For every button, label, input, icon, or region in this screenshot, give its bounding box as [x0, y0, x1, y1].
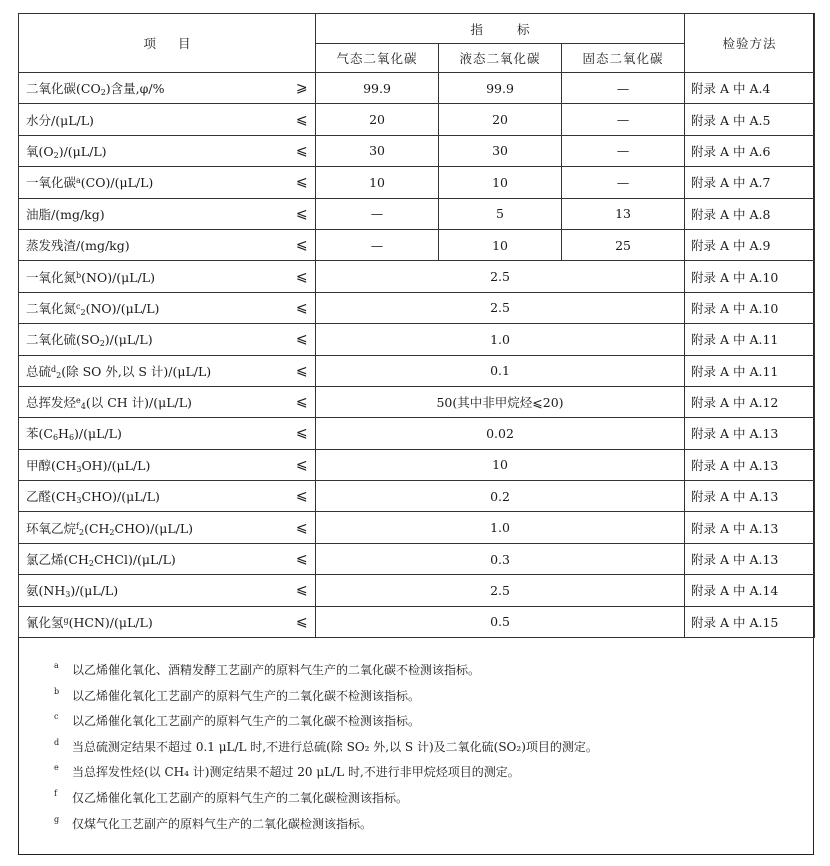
comparison-operator: ⩽: [289, 481, 316, 512]
comparison-operator: ⩽: [289, 167, 316, 198]
footnote-text: 以乙烯催化氧化、酒精发酵工艺副产的原料气生产的二氧化碳不检测该指标。: [72, 663, 481, 677]
item-name-post2: CH: [114, 520, 135, 536]
item-name-post: (CO)/(μL/L): [80, 175, 154, 191]
indicator-value: 10: [316, 449, 685, 480]
table-row: [19, 575, 815, 606]
footnote-text: 以乙烯催化氧化工艺副产的原料气生产的二氧化碳不检测该指标。: [72, 714, 421, 729]
item-name-post: )/(μL/L): [70, 583, 119, 599]
indicator-value: 99.9: [439, 73, 562, 104]
footnote: [54, 788, 804, 814]
footnote-mark: f: [54, 788, 57, 798]
comparison-operator: ⩽: [289, 543, 316, 574]
item-name-sub: 2: [100, 88, 106, 98]
indicator-value: 50(其中非甲烷烃⩽20): [316, 386, 685, 417]
indicator-value: 13: [562, 198, 685, 229]
table-row: [19, 324, 815, 355]
test-method: 附录 A 中 A.11: [685, 355, 815, 386]
comparison-operator: ⩽: [289, 135, 316, 166]
test-method: 附录 A 中 A.7: [685, 167, 815, 198]
footnote: [54, 711, 804, 737]
indicator-value: 10: [439, 229, 562, 260]
item-name-sub: 3: [76, 496, 82, 506]
table-row: [19, 104, 815, 135]
item-name-sub2: 2: [109, 527, 115, 537]
comparison-operator: ⩽: [289, 512, 316, 543]
footnote-text: 以乙烯催化氧化工艺副产的原料气生产的二氧化碳不检测该指标。: [72, 688, 421, 703]
item-name: [19, 73, 289, 104]
indicator-value: 0.3: [316, 543, 685, 574]
test-method: 附录 A 中 A.5: [685, 104, 815, 135]
item-name-post: (CH: [84, 520, 110, 536]
indicator-value: 20: [316, 104, 439, 135]
item-name-sub: 2: [99, 339, 105, 349]
item-name-post: CHO)/(μL/L): [81, 489, 160, 505]
item-name: [19, 575, 289, 606]
header-solid: 固态二氧化碳: [562, 44, 685, 73]
footnote: [54, 814, 804, 840]
item-name: [19, 229, 289, 260]
item-name-pre: 总挥发烃: [26, 395, 77, 411]
item-name-post3: O)/(μL/L): [134, 520, 194, 536]
footnote-mark: a: [54, 661, 59, 670]
item-name-post: CHCl)/(μL/L): [93, 552, 176, 568]
footnote: [54, 762, 804, 788]
table-row: [19, 543, 815, 574]
comparison-operator: ⩽: [289, 418, 316, 449]
table-row: [19, 606, 815, 637]
item-name: [19, 104, 289, 135]
footnote-text: 仅乙烯催化氧化工艺副产的原料气生产的二氧化碳检测该指标。: [72, 790, 409, 805]
table-row: [19, 229, 815, 260]
indicator-value: 2.5: [316, 575, 685, 606]
header-method: 检验方法: [685, 14, 815, 73]
test-method: 附录 A 中 A.10: [685, 261, 815, 292]
item-name-post2: )/(μL/L): [111, 300, 160, 316]
indicator-value: 5: [439, 198, 562, 229]
item-name-post: (以 CH: [85, 395, 128, 411]
item-name-sup: a: [76, 176, 81, 186]
item-name-sub: 2: [88, 559, 94, 569]
item-name-pre: 乙醛(CH: [26, 489, 77, 505]
header-liquid: 液态二氧化碳: [439, 44, 562, 73]
item-name-post2: )/(μL/L): [74, 426, 122, 442]
footnotes: [54, 660, 804, 839]
item-name-pre: 油脂/(mg/kg): [26, 206, 105, 222]
header-gaseous: 气态二氧化碳: [316, 44, 439, 73]
item-name-post2: 计)/(μL/L): [127, 395, 192, 411]
item-name-sub: 3: [65, 590, 71, 600]
item-name-pre: 氯乙烯(CH: [26, 552, 89, 568]
comparison-operator: ⩽: [289, 355, 316, 386]
test-method: 附录 A 中 A.11: [685, 324, 815, 355]
item-name-sub: 6: [52, 433, 59, 443]
indicator-value: —: [562, 104, 685, 135]
item-name-sup: d: [51, 364, 57, 374]
item-name-pre: 蒸发残渣/(mg/kg): [26, 238, 130, 254]
footnote-text: 当总硫测定结果不超过 0.1 μL/L 时,不进行总硫(除 SO₂ 外,以 S 计)及二氧化硫(SO₂)项目的测定。: [72, 739, 598, 754]
test-method: 附录 A 中 A.13: [685, 481, 815, 512]
item-name-post: (NO: [85, 300, 112, 316]
item-name-sup: c: [76, 301, 81, 311]
item-name-post: (除 SO: [61, 363, 102, 379]
test-method: 附录 A 中 A.13: [685, 512, 815, 543]
item-name-post: H: [58, 426, 69, 442]
test-method: 附录 A 中 A.12: [685, 386, 815, 417]
item-name-sub: 2: [78, 527, 85, 537]
table-row: [19, 198, 815, 229]
indicator-value: 10: [316, 167, 439, 198]
item-name: [19, 355, 289, 386]
indicator-value: —: [562, 73, 685, 104]
item-name-pre: 总硫: [26, 363, 52, 379]
test-method: 附录 A 中 A.8: [685, 198, 815, 229]
indicator-value: 0.1: [316, 355, 685, 386]
test-method: 附录 A 中 A.14: [685, 575, 815, 606]
test-method: 附录 A 中 A.6: [685, 135, 815, 166]
footnote-mark: b: [54, 686, 60, 696]
test-method: 附录 A 中 A.4: [685, 73, 815, 104]
item-name-pre: 苯(C: [26, 426, 53, 442]
item-name-sub: 4: [80, 402, 86, 412]
item-name-pre: 一氧化氮: [26, 269, 77, 285]
table-row: [19, 355, 815, 386]
indicator-value: 2.5: [316, 292, 685, 323]
table-row: [19, 386, 815, 417]
footnote-mark: c: [54, 712, 59, 722]
table-row: [19, 261, 815, 292]
table-row: [19, 418, 815, 449]
item-name-sub: 2: [80, 307, 86, 317]
footnote-text: 当总挥发性烃(以 CH₄ 计)测定结果不超过 20 μL/L 时,不进行非甲烷烃项目的测定。: [72, 765, 520, 780]
test-method: 附录 A 中 A.9: [685, 229, 815, 260]
item-name-post: )/(μL/L): [58, 143, 107, 159]
footnote: [54, 737, 804, 763]
item-name-pre: 氰化氢: [26, 614, 64, 630]
comparison-operator: ⩽: [289, 386, 316, 417]
comparison-operator: ⩽: [289, 261, 316, 292]
comparison-operator: ⩽: [289, 104, 316, 135]
table-row: [19, 135, 815, 166]
item-name: [19, 167, 289, 198]
item-name-sup: f: [76, 521, 79, 531]
comparison-operator: ⩽: [289, 449, 316, 480]
footnote: [54, 686, 804, 712]
item-name-sup: b: [76, 270, 82, 280]
item-name-pre: 水分/(μL/L): [26, 112, 94, 128]
item-name-post: OH)/(μL/L): [81, 457, 151, 473]
comparison-operator: ⩽: [289, 606, 316, 637]
item-name-sup: e: [76, 396, 81, 406]
comparison-operator: ⩽: [289, 198, 316, 229]
item-name-post: )含量,φ/%: [105, 81, 165, 97]
item-name: [19, 449, 289, 480]
table-row: [19, 292, 815, 323]
item-name-pre: 二氧化氮: [26, 300, 77, 316]
item-name-post: (NO)/(μL/L): [81, 269, 155, 285]
table-row: [19, 449, 815, 480]
footnote-mark: g: [54, 814, 60, 824]
indicator-value: —: [562, 135, 685, 166]
test-method: 附录 A 中 A.15: [685, 606, 815, 637]
item-name: [19, 261, 289, 292]
indicator-value: 0.5: [316, 606, 685, 637]
indicator-value: 30: [316, 135, 439, 166]
footnote-text: 仅煤气化工艺副产的原料气生产的二氧化碳检测该指标。: [72, 816, 373, 831]
comparison-operator: ⩽: [289, 292, 316, 323]
item-name-pre: 二氧化碳(CO: [26, 81, 101, 97]
item-name-pre: 二氧化硫(SO: [26, 332, 100, 348]
test-method: 附录 A 中 A.13: [685, 449, 815, 480]
indicator-value: —: [562, 167, 685, 198]
table-row: [19, 73, 815, 104]
indicator-value: 10: [439, 167, 562, 198]
test-method: 附录 A 中 A.13: [685, 543, 815, 574]
item-name: [19, 135, 289, 166]
item-name-pre: 一氧化碳: [26, 175, 77, 191]
item-name-sub: 3: [76, 464, 82, 474]
item-name-pre: 甲醇(CH: [26, 457, 77, 473]
indicator-value: 0.2: [316, 481, 685, 512]
indicator-value: 1.0: [316, 324, 685, 355]
item-name: [19, 418, 289, 449]
header-indicator: 指标: [316, 14, 685, 44]
indicator-value: 0.02: [316, 418, 685, 449]
indicator-value: 1.0: [316, 512, 685, 543]
item-name: [19, 292, 289, 323]
item-name: [19, 481, 289, 512]
indicator-value: 20: [439, 104, 562, 135]
table-row: [19, 481, 815, 512]
footnote-mark: d: [54, 737, 60, 747]
item-name-sub2: 6: [68, 433, 75, 443]
indicator-value: 25: [562, 229, 685, 260]
table-row: [19, 512, 815, 543]
comparison-operator: ⩽: [289, 229, 316, 260]
test-method: 附录 A 中 A.10: [685, 292, 815, 323]
item-name-sup: g: [63, 615, 69, 625]
indicator-value: —: [316, 229, 439, 260]
indicator-value: —: [316, 198, 439, 229]
item-name-post2: 外,以 S 计)/(μL/L): [101, 363, 212, 379]
comparison-operator: ⩾: [289, 73, 316, 104]
item-name: [19, 512, 289, 543]
item-name: [19, 324, 289, 355]
comparison-operator: ⩽: [289, 324, 316, 355]
indicator-value: 30: [439, 135, 562, 166]
item-name: [19, 606, 289, 637]
item-name-pre: 环氧乙烷: [26, 520, 77, 536]
item-name-pre: 氨(NH: [26, 583, 66, 599]
footnote-mark: e: [54, 763, 59, 773]
comparison-operator: ⩽: [289, 575, 316, 606]
test-method: 附录 A 中 A.13: [685, 418, 815, 449]
item-name: [19, 198, 289, 229]
item-name-sub: 2: [56, 370, 62, 380]
item-name-sub: 2: [53, 150, 59, 160]
item-name-pre: 氧(O: [26, 143, 54, 159]
header-item: 项目: [19, 14, 316, 73]
indicator-value: 2.5: [316, 261, 685, 292]
item-name: [19, 386, 289, 417]
table-row: [19, 167, 815, 198]
item-name-post: )/(μL/L): [104, 332, 153, 348]
item-name: [19, 543, 289, 574]
footnote: [54, 660, 804, 686]
spec-table: [18, 13, 815, 638]
indicator-value: 99.9: [316, 73, 439, 104]
item-name-post: (HCN)/(μL/L): [68, 614, 153, 630]
